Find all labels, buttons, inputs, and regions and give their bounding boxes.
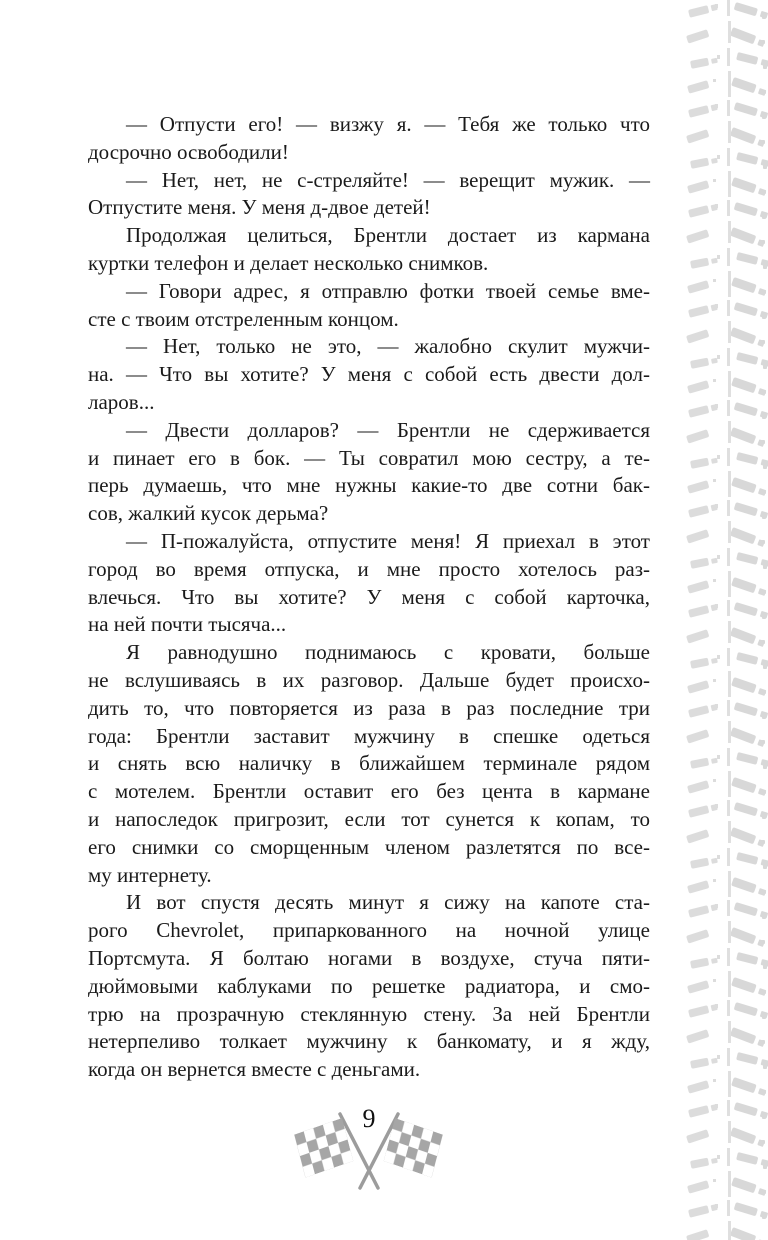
text-line: Я равнодушно поднимаюсь с кровати, больше <box>126 640 650 665</box>
text-line: и снять всю наличку в ближайшем терминале рядом <box>88 751 650 776</box>
text-line: на ней почти тысяча... <box>88 612 287 637</box>
tire-track-decoration <box>684 0 768 1240</box>
text-line: — Отпусти его! — визжу я. — Тебя же только что <box>126 112 650 136</box>
text-line: когда он вернется вместе с деньгами. <box>88 1057 421 1082</box>
text-line: куртки телефон и делает несколько снимков. <box>88 250 489 275</box>
text-line: и пинает его в бок. — Ты совратил мою сестру, а те- <box>88 445 650 470</box>
text-line: влечься. Что вы хотите? У меня с собой карточка, <box>88 584 650 609</box>
text-line: на. — Что вы хотите? У меня с собой есть двести дол- <box>88 362 650 387</box>
text-line: Портсмута. Я болтаю ногами в воздухе, стуча пяти- <box>88 945 650 970</box>
text-line: нетерпеливо толкает мужчину к банкомату, и я жду, <box>88 1029 650 1054</box>
text-line: — Нет, только не это, — жалобно скулит мужчи- <box>126 334 650 359</box>
text-line: не вслушиваясь в их разговор. Дальше будет происхо- <box>88 667 650 692</box>
page-text <box>88 111 650 1084</box>
text-line: досрочно освободили! <box>88 139 289 164</box>
text-line: — П-пожалуйста, отпустите меня! Я приехал в этот <box>126 528 650 553</box>
text-line: ларов... <box>88 389 155 414</box>
text-line: — Говори адрес, я отправлю фотки твоей семье вме- <box>126 278 650 303</box>
text-line: рого Chevrolet, припаркованного на ночной улице <box>88 918 650 943</box>
text-line: дюймовыми каблуками по решетке радиатора, и смо- <box>88 973 650 998</box>
text-line: И вот спустя десять минут я сижу на капоте ста- <box>126 890 650 915</box>
text-line: с мотелем. Брентли оставит его без цента в кармане <box>88 779 650 804</box>
text-line: сов, жалкий кусок дерьма? <box>88 501 329 526</box>
text-line: и напоследок пригрозит, если тот сунется к копам, то <box>88 806 650 831</box>
crossed-checkered-flags-icon <box>289 1108 449 1192</box>
text-line: му интернету. <box>88 862 212 887</box>
text-line: его снимки со сморщенным членом разлетятся по все- <box>88 834 650 859</box>
text-line: перь думаешь, что мне нужны какие-то две сотни бак- <box>88 473 650 498</box>
text-line: — Нет, нет, не с-стреляйте! — верещит мужик. — <box>126 167 650 192</box>
text-line: Отпустите меня. У меня д-двое детей! <box>88 195 431 220</box>
text-line: — Двести долларов? — Брентли не сдерживается <box>126 417 650 442</box>
page-number: 9 <box>362 1104 376 1133</box>
text-line: дить то, что повторяется из раза в раз последние три <box>88 695 650 720</box>
text-line: сте с твоим отстреленным концом. <box>88 306 399 331</box>
text-line: Продолжая целиться, Брентли достает из кармана <box>126 223 650 248</box>
text-line: года: Брентли заставит мужчину в спешке одеться <box>88 723 650 748</box>
text-line: город во время отпуска, и мне просто хотелось раз- <box>88 556 650 581</box>
text-line: трю на прозрачную стеклянную стену. За ней Брентли <box>88 1001 650 1026</box>
